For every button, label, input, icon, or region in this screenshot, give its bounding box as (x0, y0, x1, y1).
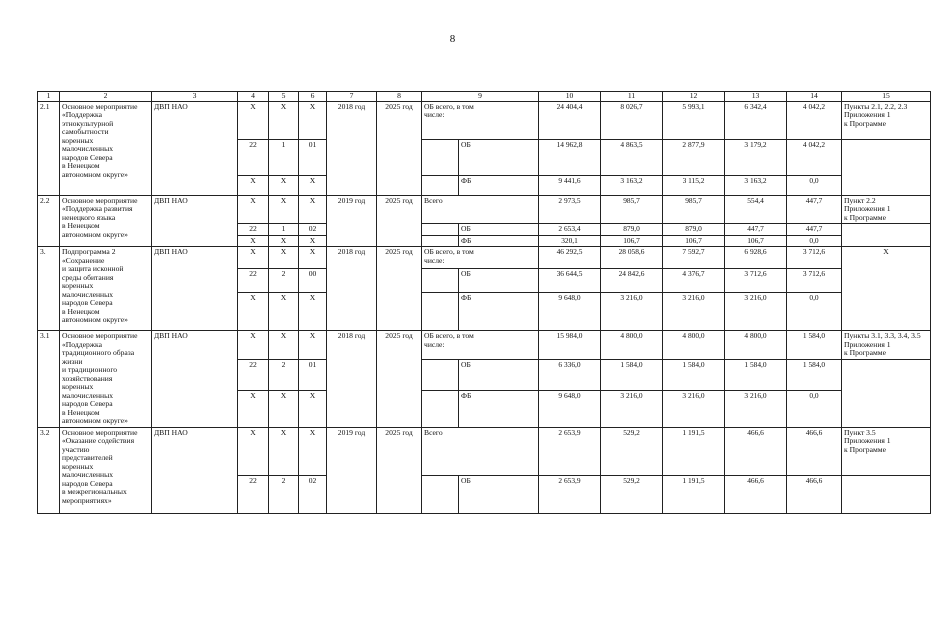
column-number-10: 10 (539, 92, 601, 102)
amount-14: 1 584,0 (787, 359, 842, 390)
amount-11: 106,7 (601, 235, 663, 247)
amount-12: 3 216,0 (663, 293, 725, 331)
funding-source: ОБ (459, 269, 539, 293)
program-reference-blank (842, 475, 931, 513)
amount-10: 36 644,5 (539, 269, 601, 293)
year-end: 2025 год (377, 427, 422, 513)
table-row (38, 195, 931, 224)
amount-14: 0,0 (787, 175, 842, 195)
code-event: 00 (299, 269, 327, 293)
code-event: 01 (299, 359, 327, 390)
code-event: Х (299, 175, 327, 195)
item-name: Подпрограмма 2 «Сохранение и защита исконной среды обитания коренных малочисленных народов Севера в Ненецком автономном округе» (60, 247, 152, 331)
code-event: Х (299, 195, 327, 224)
code-program: Х (269, 195, 299, 224)
amount-12: 2 877,9 (663, 139, 725, 175)
responsible-executor: ДВП НАО (152, 101, 238, 195)
program-reference-blank (842, 139, 931, 195)
amount-12: 5 993,1 (663, 101, 725, 139)
code-event: Х (299, 390, 327, 427)
column-number-4: 4 (238, 92, 269, 102)
amount-14: 3 712,6 (787, 269, 842, 293)
amount-12: 3 216,0 (663, 390, 725, 427)
amount-13: 3 712,6 (725, 269, 787, 293)
funding-source-blank (422, 359, 459, 390)
responsible-executor: ДВП НАО (152, 427, 238, 513)
funding-source: ФБ (459, 175, 539, 195)
program-reference: Пункты 2.1, 2.2, 2.3 Приложения 1 к Программе (842, 101, 931, 139)
funding-source: ОБ всего, в том числе: (422, 101, 539, 139)
amount-12: 7 592,7 (663, 247, 725, 269)
code-program: 2 (269, 475, 299, 513)
code-admin: Х (238, 235, 269, 247)
funding-source-blank (422, 390, 459, 427)
table-row (38, 331, 931, 360)
program-reference: Х (842, 247, 931, 331)
amount-11: 3 163,2 (601, 175, 663, 195)
amount-12: 879,0 (663, 224, 725, 236)
column-number-7: 7 (327, 92, 377, 102)
amount-11: 8 026,7 (601, 101, 663, 139)
code-program: 1 (269, 224, 299, 236)
amount-13: 447,7 (725, 224, 787, 236)
amount-10: 14 962,8 (539, 139, 601, 175)
amount-10: 15 984,0 (539, 331, 601, 360)
amount-13: 466,6 (725, 427, 787, 475)
amount-13: 106,7 (725, 235, 787, 247)
code-program: Х (269, 101, 299, 139)
column-number-row (38, 92, 931, 102)
column-number-9: 9 (422, 92, 539, 102)
amount-14: 466,6 (787, 475, 842, 513)
funding-source: ФБ (459, 293, 539, 331)
code-program: 1 (269, 139, 299, 175)
year-end: 2025 год (377, 331, 422, 428)
amount-13: 1 584,0 (725, 359, 787, 390)
amount-10: 2 653,9 (539, 427, 601, 475)
code-admin: Х (238, 247, 269, 269)
program-reference: Пункты 3.1, 3.3, 3.4, 3.5 Приложения 1 к Программе (842, 331, 931, 360)
amount-13: 6 342,4 (725, 101, 787, 139)
amount-10: 6 336,0 (539, 359, 601, 390)
code-admin: 22 (238, 224, 269, 236)
amount-13: 3 216,0 (725, 293, 787, 331)
column-number-14: 14 (787, 92, 842, 102)
funding-source-blank (422, 269, 459, 293)
code-admin: Х (238, 331, 269, 360)
code-event: Х (299, 101, 327, 139)
amount-10: 46 292,5 (539, 247, 601, 269)
item-number: 3.2 (38, 427, 60, 513)
year-start: 2019 год (327, 427, 377, 513)
year-start: 2018 год (327, 331, 377, 428)
amount-14: 447,7 (787, 224, 842, 236)
column-number-13: 13 (725, 92, 787, 102)
code-program: Х (269, 247, 299, 269)
responsible-executor: ДВП НАО (152, 331, 238, 428)
amount-14: 3 712,6 (787, 247, 842, 269)
funding-source-blank (422, 224, 459, 236)
amount-10: 2 653,9 (539, 475, 601, 513)
amount-11: 985,7 (601, 195, 663, 224)
funding-source: ОБ (459, 475, 539, 513)
item-name: Основное мероприятие «Поддержка традиционного образа жизни и традиционного хозяйствования коренных малочисленных народов Севера в Ненецком автономном округе» (60, 331, 152, 428)
funding-source: Всего (422, 427, 539, 475)
amount-12: 3 115,2 (663, 175, 725, 195)
amount-13: 466,6 (725, 475, 787, 513)
amount-11: 529,2 (601, 427, 663, 475)
amount-12: 1 191,5 (663, 427, 725, 475)
amount-14: 0,0 (787, 390, 842, 427)
amount-10: 24 404,4 (539, 101, 601, 139)
code-event: Х (299, 331, 327, 360)
amount-10: 9 441,6 (539, 175, 601, 195)
amount-13: 6 928,6 (725, 247, 787, 269)
program-reference: Пункт 2.2 Приложения 1 к Программе (842, 195, 931, 224)
year-start: 2019 год (327, 195, 377, 247)
year-end: 2025 год (377, 247, 422, 331)
program-funding-table (37, 91, 931, 514)
code-event: Х (299, 247, 327, 269)
amount-14: 4 042,2 (787, 101, 842, 139)
funding-source-blank (422, 293, 459, 331)
code-event: Х (299, 427, 327, 475)
code-program: 2 (269, 359, 299, 390)
amount-12: 1 584,0 (663, 359, 725, 390)
item-name: Основное мероприятие «Оказание содействия участию представителей коренных малочисленных народов Севера в межрегиональных мероприятиях» (60, 427, 152, 513)
responsible-executor: ДВП НАО (152, 247, 238, 331)
amount-14: 1 584,0 (787, 331, 842, 360)
amount-10: 9 648,0 (539, 293, 601, 331)
code-event: 02 (299, 224, 327, 236)
amount-12: 4 376,7 (663, 269, 725, 293)
item-number: 2.2 (38, 195, 60, 247)
amount-11: 529,2 (601, 475, 663, 513)
responsible-executor: ДВП НАО (152, 195, 238, 247)
code-admin: Х (238, 293, 269, 331)
amount-12: 1 191,5 (663, 475, 725, 513)
column-number-2: 2 (60, 92, 152, 102)
code-event: 02 (299, 475, 327, 513)
column-number-5: 5 (269, 92, 299, 102)
amount-14: 0,0 (787, 235, 842, 247)
amount-14: 4 042,2 (787, 139, 842, 175)
item-number: 3.1 (38, 331, 60, 428)
funding-source: ФБ (459, 390, 539, 427)
code-program: Х (269, 293, 299, 331)
amount-11: 4 863,5 (601, 139, 663, 175)
amount-10: 320,1 (539, 235, 601, 247)
code-admin: Х (238, 101, 269, 139)
amount-11: 1 584,0 (601, 359, 663, 390)
amount-13: 554,4 (725, 195, 787, 224)
code-admin: 22 (238, 475, 269, 513)
amount-11: 28 058,6 (601, 247, 663, 269)
code-admin: Х (238, 427, 269, 475)
program-reference-blank (842, 359, 931, 427)
code-event: Х (299, 235, 327, 247)
item-number: 2.1 (38, 101, 60, 195)
funding-source: ОБ (459, 359, 539, 390)
amount-14: 466,6 (787, 427, 842, 475)
funding-source: ОБ всего, в том числе: (422, 331, 539, 360)
item-name: Основное мероприятие «Поддержка этнокультурной самобытности коренных малочисленных народов Севера в Ненецком автономном округе» (60, 101, 152, 195)
amount-14: 447,7 (787, 195, 842, 224)
amount-13: 3 179,2 (725, 139, 787, 175)
column-number-8: 8 (377, 92, 422, 102)
column-number-12: 12 (663, 92, 725, 102)
table-row (38, 247, 931, 269)
code-admin: Х (238, 195, 269, 224)
code-event: 01 (299, 139, 327, 175)
amount-11: 4 800,0 (601, 331, 663, 360)
funding-source-blank (422, 139, 459, 175)
year-start: 2018 год (327, 101, 377, 195)
amount-10: 9 648,0 (539, 390, 601, 427)
column-number-15: 15 (842, 92, 931, 102)
amount-12: 985,7 (663, 195, 725, 224)
year-start: 2018 год (327, 247, 377, 331)
amount-11: 879,0 (601, 224, 663, 236)
program-reference-blank (842, 224, 931, 247)
table-row (38, 101, 931, 139)
amount-10: 2 653,4 (539, 224, 601, 236)
column-number-3: 3 (152, 92, 238, 102)
code-program: Х (269, 390, 299, 427)
funding-source: ОБ (459, 224, 539, 236)
code-event: Х (299, 293, 327, 331)
code-program: Х (269, 235, 299, 247)
program-reference: Пункт 3.5 Приложения 1 к Программе (842, 427, 931, 475)
code-program: Х (269, 175, 299, 195)
code-admin: 22 (238, 139, 269, 175)
column-number-6: 6 (299, 92, 327, 102)
funding-source: ОБ (459, 139, 539, 175)
amount-10: 2 973,5 (539, 195, 601, 224)
table-row (38, 427, 931, 475)
code-program: Х (269, 427, 299, 475)
amount-14: 0,0 (787, 293, 842, 331)
page-number: 8 (449, 33, 456, 45)
amount-13: 3 163,2 (725, 175, 787, 195)
year-end: 2025 год (377, 101, 422, 195)
funding-source: ФБ (459, 235, 539, 247)
amount-11: 24 842,6 (601, 269, 663, 293)
code-program: 2 (269, 269, 299, 293)
column-number-11: 11 (601, 92, 663, 102)
amount-11: 3 216,0 (601, 293, 663, 331)
amount-11: 3 216,0 (601, 390, 663, 427)
year-end: 2025 год (377, 195, 422, 247)
amount-13: 4 800,0 (725, 331, 787, 360)
funding-source-blank (422, 475, 459, 513)
code-admin: 22 (238, 269, 269, 293)
column-number-1: 1 (38, 92, 60, 102)
amount-13: 3 216,0 (725, 390, 787, 427)
item-number: 3. (38, 247, 60, 331)
funding-source-blank (422, 175, 459, 195)
funding-source: ОБ всего, в том числе: (422, 247, 539, 269)
amount-12: 4 800,0 (663, 331, 725, 360)
code-program: Х (269, 331, 299, 360)
funding-source: Всего (422, 195, 539, 224)
amount-12: 106,7 (663, 235, 725, 247)
code-admin: Х (238, 175, 269, 195)
code-admin: 22 (238, 359, 269, 390)
code-admin: Х (238, 390, 269, 427)
funding-source-blank (422, 235, 459, 247)
item-name: Основное мероприятие «Поддержка развития ненецкого языка в Ненецком автономном округе» (60, 195, 152, 247)
